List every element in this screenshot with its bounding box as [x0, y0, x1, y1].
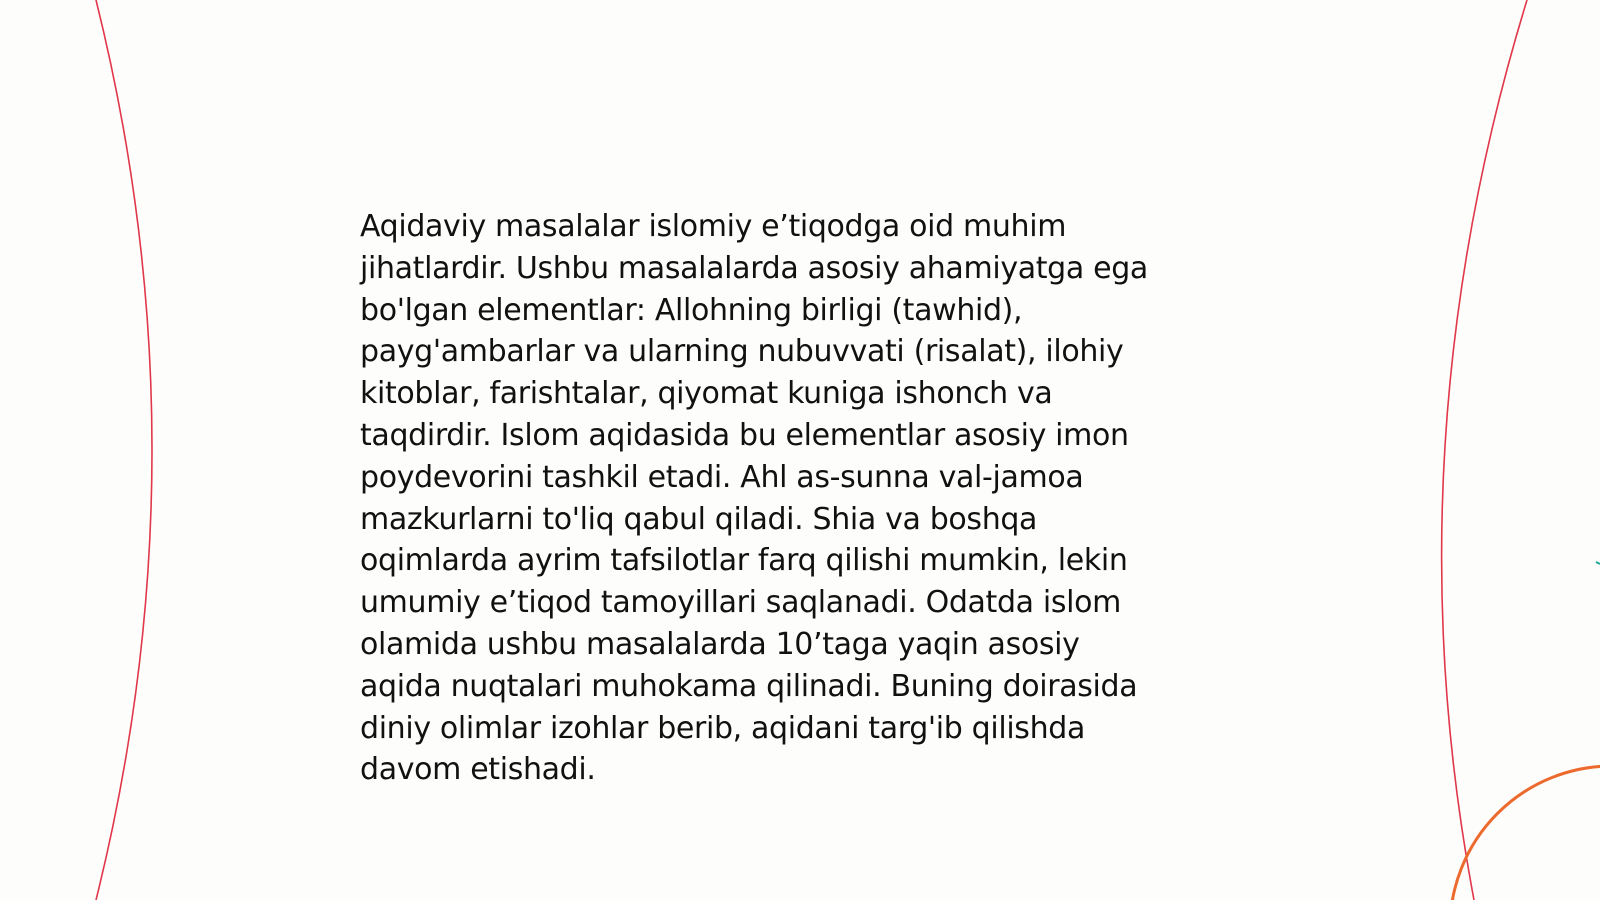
right-curve [1442, 0, 1527, 900]
left-curve [96, 0, 152, 900]
orange-ring [1450, 766, 1600, 900]
teal-mark [1596, 562, 1600, 564]
body-text: Aqidaviy masalalar islomiy e’tiqodga oid muhim jihatlardir. Ushbu masalalarda asosiy ahamiyatga ega bo'lgan elementlar: Allohning birligi (tawhid), payg'ambarlar va ularning nubuvvati (risalat), ilohiy kitoblar, farishtalar, qiyomat kuniga ishonch va taqdirdir. Islom aqidasida bu elementlar asosiy imon poydevorini tashkil etadi. Ahl as-sunna val-jamoa mazkurlarni to'liq qabul qiladi. Shia va boshqa oqimlarda ayrim tafsilotlar farq qilishi mumkin, lekin umumiy e’tiqod tamoyillari saqlanadi. Odatda islom olamida ushbu masalalarda 10’taga yaqin asosiy aqida nuqtalari muhokama qilinadi. Buning doirasida diniy olimlar izohlar berib, aqidani targ'ib qilishda davom etishadi. [360, 209, 1148, 788]
